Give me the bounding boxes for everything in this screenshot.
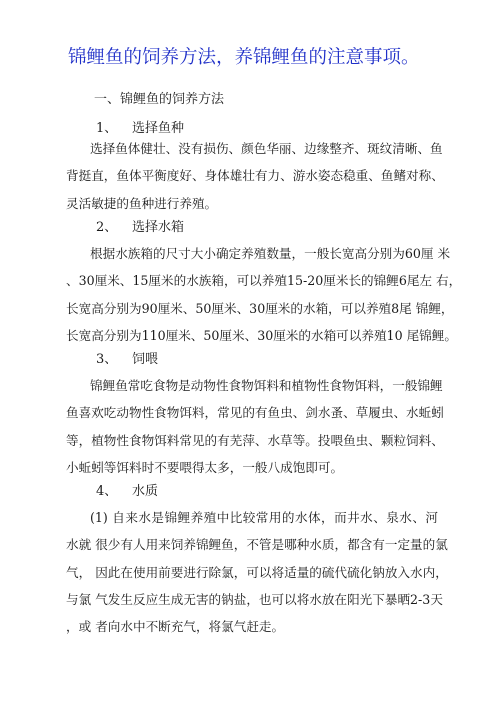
paragraph-line: 背挺直，鱼体平衡度好、身体雄壮有力、游水姿态稳重、鱼鳍对称、 <box>66 168 444 184</box>
item-number: 2、 <box>96 220 118 235</box>
paragraph-1 <box>66 135 444 217</box>
paragraph-3 <box>66 372 444 481</box>
item-heading-4 <box>96 483 158 501</box>
paragraph-line: 与氯 气发生反应生成无害的钠盐，也可以将水放在阳光下暴晒2-3天 <box>66 591 443 607</box>
paragraph-line: 长宽高分别为90厘米、50厘米、30厘米的水箱，可以养殖8尾 锦鲤， <box>66 300 454 316</box>
item-number: 3、 <box>96 352 118 367</box>
item-heading-3 <box>96 351 158 369</box>
paragraph-2 <box>66 240 462 349</box>
paragraph-line: 小蚯蚓等饵料时不要喂得太多，一般八成饱即可。 <box>66 459 344 475</box>
paragraph-line: 锦鲤鱼常吃食物是动物性食物饵料和植物性食物饵料，一般锦鲤 <box>90 378 443 393</box>
paragraph-line: 等，植物性食物饵料常见的有芜萍、水草等。投喂鱼虫、颗粒饲料、 <box>66 432 444 448</box>
paragraph-line: 长宽高分别为110厘米、50厘米、30厘米的水箱可以养殖10 尾锦鲤。 <box>66 327 457 343</box>
paragraph-line: 灵活敏捷的鱼种进行养殖。 <box>66 195 218 211</box>
paragraph-line: 气， 因此在使用前要进行除氯，可以将适量的硫代硫化钠放入水内， <box>66 564 448 580</box>
item-label: 饲喂 <box>132 352 159 367</box>
item-label: 选择水箱 <box>132 220 185 235</box>
paragraph-line: ，或 者向水中不断充气，将氯气赶走。 <box>66 619 285 635</box>
paragraph-line: 水就 很少有人用来饲养锦鲤鱼，不管是哪种水质，都含有一定量的氯 <box>66 537 448 553</box>
paragraph-line: (1) 自来水是锦鲤养殖中比较常用的水体，而井水、泉水、河 <box>90 510 438 525</box>
page-title: 锦鲤鱼的饲养方法，养锦鲤鱼的注意事项。 <box>68 47 420 68</box>
item-label: 选择鱼种 <box>132 121 185 136</box>
paragraph-line: 选择鱼体健壮、没有损伤、颜色华丽、边缘整齐、斑纹清晰、鱼 <box>90 141 443 156</box>
item-heading-2 <box>96 219 184 237</box>
item-number: 1、 <box>96 121 118 136</box>
item-label: 水质 <box>132 484 159 499</box>
paragraph-line: 鱼喜欢吃动物性食物饵料，常见的有鱼虫、剑水蚤、草履虫、水蚯蚓 <box>66 405 444 421</box>
paragraph-line: 、30厘米、15厘米的水族箱，可以养殖15-20厘米长的锦鲤6尾左 右， <box>66 273 462 289</box>
paragraph-line: 根据水族箱的尺寸大小确定养殖数量，一般长宽高分别为60厘 米 <box>90 246 451 261</box>
section-heading: 一、锦鲤鱼的饲养方法 <box>94 92 225 107</box>
paragraph-4 <box>66 504 448 640</box>
item-number: 4、 <box>96 484 118 499</box>
